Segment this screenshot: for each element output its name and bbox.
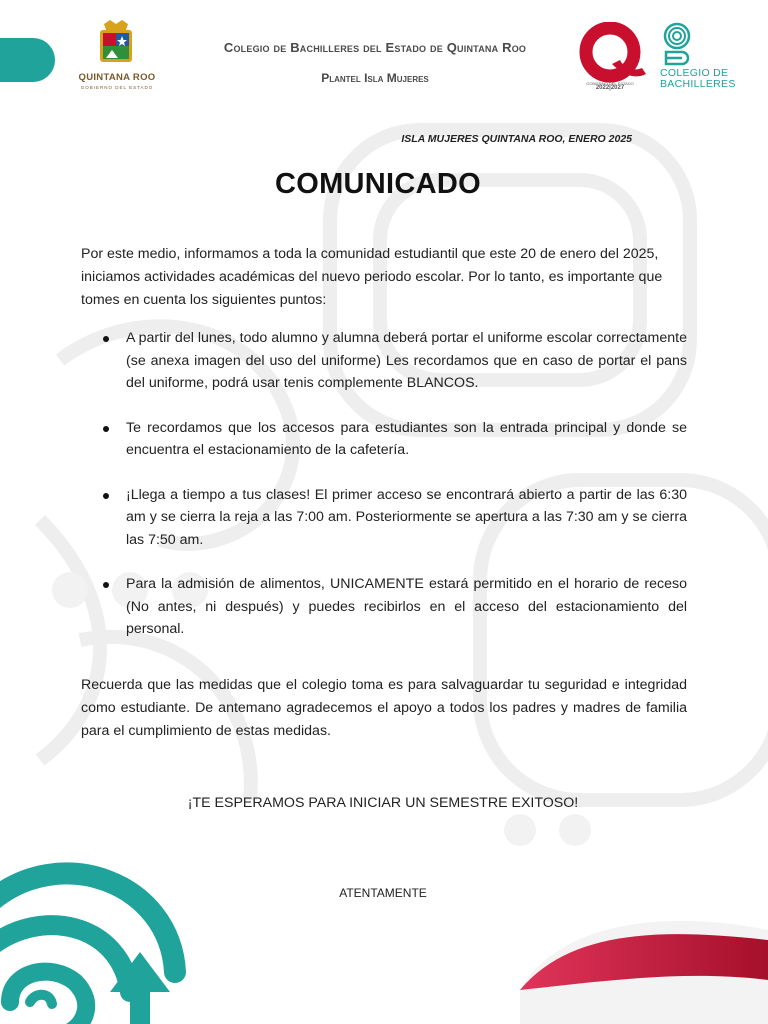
campus-subtitle: Plantel Isla Mujeres: [321, 71, 429, 85]
bullet-text: Para la admisión de alimentos, UNICAMENTE estará permitido en el horario de receso (No antes, ni después) y puedes recibirlos en el acceso del estacionamiento del personal.: [126, 576, 687, 637]
teal-spiral-decoration: [0, 852, 190, 1024]
bullet-dot-icon: [103, 582, 109, 588]
bullet-list: [100, 327, 687, 641]
closing-paragraph: Recuerda que las medidas que el colegio toma es para salvaguardar tu seguridad e integridad como estudiante. De antemano agradecemos el apoyo a todos los padres y madres de familia para el cumplimiento de estas medidas.: [81, 677, 687, 739]
colegio-bachilleres-logo-icon: [660, 22, 694, 72]
list-item: [100, 327, 687, 395]
red-wave-decoration: [520, 910, 768, 1024]
bullet-dot-icon: [103, 426, 109, 432]
signoff: ATENTAMENTE: [339, 886, 427, 898]
school-title: Colegio de Bachilleres del Estado de Quintana Roo: [223, 40, 527, 55]
cb-wordmark-line1: COLEGIO DE: [660, 67, 729, 79]
quintana-roo-logo: [74, 20, 160, 94]
bullet-dot-icon: [103, 336, 109, 342]
state-logo-subtitle: GOBIERNO DEL ESTADO: [80, 85, 154, 90]
slogan: ¡TE ESPERAMOS PARA INICIAR UN SEMESTRE EXITOSO!: [187, 795, 579, 811]
state-logo-name: QUINTANA ROO: [78, 72, 156, 83]
q-logo-years: 2022|2027: [595, 85, 625, 91]
state-shield-icon: [96, 20, 136, 70]
list-item: [100, 484, 687, 552]
list-item: [100, 573, 687, 641]
bullet-text: A partir del lunes, todo alumno y alumna deberá portar el uniforme escolar correctamente (se anexa imagen del uso del uniforme) Les recordamos que en caso de portar el pans del uniforme, podrá usar tenis complemente BLANCOS.: [126, 330, 687, 391]
cb-wordmark-line2: BACHILLERES: [660, 78, 736, 90]
q-logo-caption: GOBIERNO DEL ESTADO: [586, 81, 634, 86]
intro-paragraph: Por este medio, informamos a toda la comunidad estudiantil que este 20 de enero del 2025, iniciamos actividades académicas del nuevo periodo escolar. Por lo tanto, es importante que tomes en cuenta los siguientes puntos:: [81, 246, 663, 308]
teal-corner-tab: [0, 38, 55, 82]
bullet-text: Te recordamos que los accesos para estudiantes son la entrada principal y donde se encuentra el estacionamiento de la cafetería.: [126, 419, 687, 458]
dateline: ISLA MUJERES QUINTANA ROO, ENERO 2025: [401, 133, 632, 145]
colegio-bachilleres-wordmark: [660, 68, 750, 90]
bullet-text: ¡Llega a tiempo a tus clases! El primer acceso se encontrará abierto a partir de las 6:30 am y se cierra la reja a las 7:00 am. Posteriormente se apertura a las 7:30 am y se cierra las 7:50 am.: [126, 486, 687, 548]
bullet-dot-icon: [103, 493, 109, 499]
document-title: COMUNICADO: [275, 168, 481, 200]
list-item: [100, 417, 687, 462]
